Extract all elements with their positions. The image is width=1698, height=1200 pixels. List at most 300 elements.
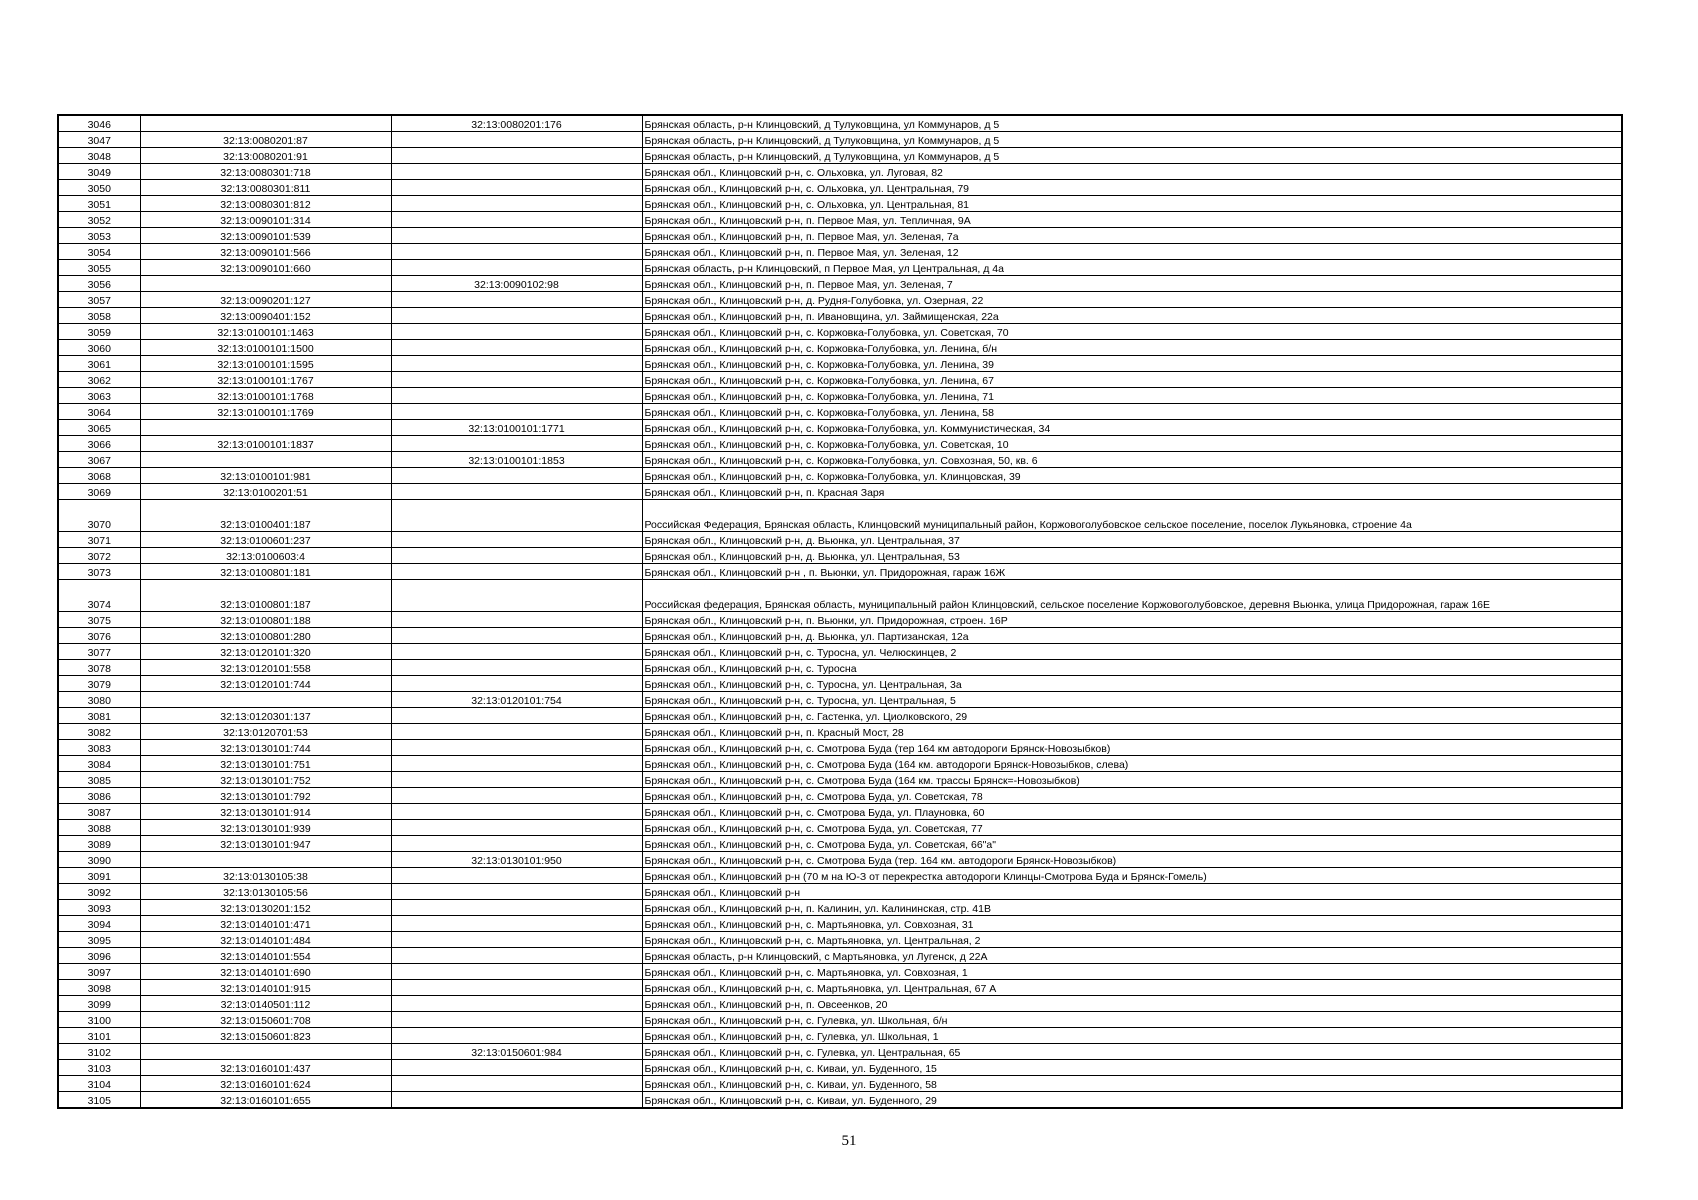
cadastral-number-cell: 32:13:0120701:53: [140, 724, 391, 740]
row-number-cell: 3072: [58, 548, 140, 564]
row-number-cell: 3084: [58, 756, 140, 772]
cadastral-number-alt-cell: 32:13:0100101:1853: [391, 452, 642, 468]
cadastral-number-cell: 32:13:0100101:1769: [140, 404, 391, 420]
address-cell: Брянская обл., Клинцовский р-н, д. Вьюнка, ул. Партизанская, 12а: [642, 628, 1622, 644]
cadastral-number-cell: 32:13:0080201:87: [140, 132, 391, 148]
row-number-cell: 3102: [58, 1044, 140, 1060]
cadastral-number-alt-cell: [391, 500, 642, 532]
cadastral-number-alt-cell: [391, 436, 642, 452]
table-row: [58, 1076, 1622, 1092]
row-number-cell: 3097: [58, 964, 140, 980]
address-cell: Брянская обл., Клинцовский р-н, с. Смотрова Буда, ул. Советская, 78: [642, 788, 1622, 804]
cadastral-number-cell: 32:13:0080301:812: [140, 196, 391, 212]
cadastral-number-cell: [140, 692, 391, 708]
address-cell: Брянская обл., Клинцовский р-н, с. Смотрова Буда (164 км. трассы Брянск=-Новозыбков): [642, 772, 1622, 788]
row-number-cell: 3094: [58, 916, 140, 932]
cadastral-number-alt-cell: [391, 308, 642, 324]
address-cell: Брянская обл., Клинцовский р-н , п. Вьюнки, ул. Придорожная, гараж 16Ж: [642, 564, 1622, 580]
address-cell: Брянская область, р-н Клинцовский, д Тулуковщина, ул Коммунаров, д 5: [642, 148, 1622, 164]
row-number-cell: 3062: [58, 372, 140, 388]
cadastral-number-cell: 32:13:0140101:484: [140, 932, 391, 948]
address-cell: Брянская обл., Клинцовский р-н, с. Смотрова Буда (тер. 164 км. автодороги Брянск-Новозыбков): [642, 852, 1622, 868]
cadastral-number-alt-cell: [391, 228, 642, 244]
cadastral-number-alt-cell: [391, 1076, 642, 1092]
cadastral-number-alt-cell: [391, 660, 642, 676]
cadastral-number-cell: 32:13:0160101:624: [140, 1076, 391, 1092]
cadastral-number-alt-cell: [391, 196, 642, 212]
address-cell: Брянская обл., Клинцовский р-н, с. Туросна, ул. Челюскинцев, 2: [642, 644, 1622, 660]
address-cell: Брянская обл., Клинцовский р-н, с. Ольховка, ул. Центральная, 81: [642, 196, 1622, 212]
cadastral-number-cell: 32:13:0090101:539: [140, 228, 391, 244]
row-number-cell: 3105: [58, 1092, 140, 1109]
cadastral-number-alt-cell: [391, 388, 642, 404]
table-row: [58, 884, 1622, 900]
row-number-cell: 3098: [58, 980, 140, 996]
cadastral-number-alt-cell: 32:13:0090102:98: [391, 276, 642, 292]
row-number-cell: 3052: [58, 212, 140, 228]
row-number-cell: 3087: [58, 804, 140, 820]
cadastral-number-cell: 32:13:0120101:558: [140, 660, 391, 676]
table-row: [58, 164, 1622, 180]
table-row: [58, 212, 1622, 228]
row-number-cell: 3101: [58, 1028, 140, 1044]
table-row: [58, 980, 1622, 996]
table-row: [58, 228, 1622, 244]
address-cell: Брянская обл., Клинцовский р-н, с. Мартьяновка, ул. Совхозная, 1: [642, 964, 1622, 980]
table-row: [58, 612, 1622, 628]
address-cell: Брянская обл., Клинцовский р-н, п. Калинин, ул. Калининская, стр. 41В: [642, 900, 1622, 916]
cadastral-number-alt-cell: [391, 644, 642, 660]
table-row: [58, 260, 1622, 276]
cadastral-number-cell: 32:13:0130101:792: [140, 788, 391, 804]
row-number-cell: 3104: [58, 1076, 140, 1092]
cadastral-number-alt-cell: [391, 532, 642, 548]
table-row: [58, 324, 1622, 340]
cadastral-number-alt-cell: [391, 628, 642, 644]
table-row: [58, 996, 1622, 1012]
address-cell: Брянская обл., Клинцовский р-н, д. Вьюнка, ул. Центральная, 53: [642, 548, 1622, 564]
address-cell: Брянская обл., Клинцовский р-н, с. Коржовка-Голубовка, ул. Советская, 10: [642, 436, 1622, 452]
address-cell: Брянская обл., Клинцовский р-н, п. Первое Мая, ул. Зеленая, 7а: [642, 228, 1622, 244]
cadastral-number-cell: 32:13:0100601:237: [140, 532, 391, 548]
row-number-cell: 3103: [58, 1060, 140, 1076]
address-cell: Брянская область, р-н Клинцовский, с Мартьяновка, ул Лугенск, д 22А: [642, 948, 1622, 964]
address-cell: Брянская обл., Клинцовский р-н (70 м на Ю-З от перекрестка автодороги Клинцы-Смотрова Буда и Брянск-Гомель): [642, 868, 1622, 884]
address-cell: Брянская обл., Клинцовский р-н, с. Смотрова Буда, ул. Плауновка, 60: [642, 804, 1622, 820]
address-cell: Брянская обл., Клинцовский р-н, с. Коржовка-Голубовка, ул. Ленина, б/н: [642, 340, 1622, 356]
table-row: [58, 276, 1622, 292]
table-row: [58, 484, 1622, 500]
address-cell: Брянская обл., Клинцовский р-н, с. Киваи, ул. Буденного, 29: [642, 1092, 1622, 1109]
address-cell: Брянская обл., Клинцовский р-н, с. Смотрова Буда (164 км. автодороги Брянск-Новозыбков, слева): [642, 756, 1622, 772]
cadastral-number-alt-cell: [391, 1012, 642, 1028]
cadastral-number-cell: 32:13:0100201:51: [140, 484, 391, 500]
row-number-cell: 3060: [58, 340, 140, 356]
cadastral-number-alt-cell: [391, 788, 642, 804]
row-number-cell: 3051: [58, 196, 140, 212]
cadastral-number-cell: 32:13:0130101:947: [140, 836, 391, 852]
table-row: [58, 436, 1622, 452]
address-cell: Брянская обл., Клинцовский р-н, с. Коржовка-Голубовка, ул. Совхозная, 50, кв. 6: [642, 452, 1622, 468]
cadastral-number-cell: 32:13:0080201:91: [140, 148, 391, 164]
cadastral-number-cell: 32:13:0100101:1837: [140, 436, 391, 452]
address-cell: Брянская обл., Клинцовский р-н, с. Гулевка, ул. Школьная, б/н: [642, 1012, 1622, 1028]
table-row: [58, 580, 1622, 612]
cadastral-number-cell: 32:13:0090401:152: [140, 308, 391, 324]
cadastral-number-alt-cell: [391, 612, 642, 628]
cadastral-number-cell: 32:13:0140101:915: [140, 980, 391, 996]
address-cell: Российская федерация, Брянская область, муниципальный район Клинцовский, сельское поселение Коржовоголубовское, деревня Вьюнка, улица Придорожная, гараж 16Е: [642, 580, 1622, 612]
table-row: [58, 180, 1622, 196]
cadastral-number-cell: 32:13:0080301:811: [140, 180, 391, 196]
address-cell: Брянская обл., Клинцовский р-н, с. Ольховка, ул. Луговая, 82: [642, 164, 1622, 180]
table-row: [58, 308, 1622, 324]
table-row: [58, 532, 1622, 548]
cadastral-number-cell: [140, 852, 391, 868]
row-number-cell: 3100: [58, 1012, 140, 1028]
cadastral-number-cell: 32:13:0090101:314: [140, 212, 391, 228]
row-number-cell: 3089: [58, 836, 140, 852]
cadastral-number-cell: 32:13:0130201:152: [140, 900, 391, 916]
row-number-cell: 3077: [58, 644, 140, 660]
table-row: [58, 788, 1622, 804]
cadastral-number-cell: 32:13:0160101:437: [140, 1060, 391, 1076]
cadastral-number-cell: 32:13:0080301:718: [140, 164, 391, 180]
row-number-cell: 3078: [58, 660, 140, 676]
row-number-cell: 3085: [58, 772, 140, 788]
cadastral-number-alt-cell: [391, 980, 642, 996]
table-row: [58, 804, 1622, 820]
table-row: [58, 1044, 1622, 1060]
cadastral-number-alt-cell: [391, 868, 642, 884]
cadastral-number-cell: 32:13:0130105:38: [140, 868, 391, 884]
table-row: [58, 404, 1622, 420]
table-row: [58, 708, 1622, 724]
row-number-cell: 3081: [58, 708, 140, 724]
table-row: [58, 644, 1622, 660]
registry-table: [57, 114, 1623, 1109]
row-number-cell: 3071: [58, 532, 140, 548]
cadastral-number-cell: 32:13:0160101:655: [140, 1092, 391, 1109]
row-number-cell: 3050: [58, 180, 140, 196]
cadastral-number-cell: [140, 420, 391, 436]
row-number-cell: 3046: [58, 115, 140, 132]
table-row: [58, 868, 1622, 884]
cadastral-number-alt-cell: [391, 1060, 642, 1076]
row-number-cell: 3069: [58, 484, 140, 500]
address-cell: Брянская обл., Клинцовский р-н, с. Коржовка-Голубовка, ул. Ленина, 71: [642, 388, 1622, 404]
row-number-cell: 3099: [58, 996, 140, 1012]
cadastral-number-alt-cell: 32:13:0120101:754: [391, 692, 642, 708]
cadastral-number-alt-cell: [391, 212, 642, 228]
cadastral-number-alt-cell: [391, 916, 642, 932]
row-number-cell: 3056: [58, 276, 140, 292]
row-number-cell: 3058: [58, 308, 140, 324]
address-cell: Брянская обл., Клинцовский р-н, с. Туросна: [642, 660, 1622, 676]
cadastral-number-alt-cell: [391, 484, 642, 500]
cadastral-number-alt-cell: [391, 292, 642, 308]
page-number: 51: [841, 1133, 857, 1149]
cadastral-number-cell: 32:13:0100101:1500: [140, 340, 391, 356]
table-row: [58, 1028, 1622, 1044]
address-cell: Брянская обл., Клинцовский р-н, п. Овсеенков, 20: [642, 996, 1622, 1012]
cadastral-number-alt-cell: [391, 1028, 642, 1044]
row-number-cell: 3053: [58, 228, 140, 244]
cadastral-number-cell: 32:13:0120101:320: [140, 644, 391, 660]
table-row: [58, 692, 1622, 708]
table-row: [58, 244, 1622, 260]
cadastral-number-cell: 32:13:0120101:744: [140, 676, 391, 692]
cadastral-number-cell: 32:13:0100101:1768: [140, 388, 391, 404]
cadastral-number-alt-cell: [391, 1092, 642, 1109]
cadastral-number-cell: 32:13:0100101:1463: [140, 324, 391, 340]
address-cell: Брянская обл., Клинцовский р-н, с. Смотрова Буда (тер 164 км автодороги Брянск-Новозыбков): [642, 740, 1622, 756]
cadastral-number-cell: 32:13:0140101:471: [140, 916, 391, 932]
cadastral-number-alt-cell: [391, 468, 642, 484]
address-cell: Брянская обл., Клинцовский р-н, с. Коржовка-Голубовка, ул. Коммунистическая, 34: [642, 420, 1622, 436]
cadastral-number-alt-cell: [391, 404, 642, 420]
cadastral-number-alt-cell: [391, 260, 642, 276]
row-number-cell: 3070: [58, 500, 140, 532]
cadastral-number-alt-cell: [391, 756, 642, 772]
table-row: [58, 1012, 1622, 1028]
address-cell: Брянская область, р-н Клинцовский, д Тулуковщина, ул Коммунаров, д 5: [642, 115, 1622, 132]
cadastral-number-alt-cell: [391, 340, 642, 356]
cadastral-number-alt-cell: [391, 548, 642, 564]
table-row: [58, 356, 1622, 372]
cadastral-number-cell: 32:13:0140101:554: [140, 948, 391, 964]
cadastral-number-alt-cell: [391, 580, 642, 612]
cadastral-number-alt-cell: [391, 180, 642, 196]
cadastral-number-cell: 32:13:0130101:744: [140, 740, 391, 756]
address-cell: Брянская обл., Клинцовский р-н, с. Туросна, ул. Центральная, 3а: [642, 676, 1622, 692]
table-row: [58, 916, 1622, 932]
cadastral-number-alt-cell: [391, 708, 642, 724]
address-cell: Брянская обл., Клинцовский р-н, п. Красный Мост, 28: [642, 724, 1622, 740]
address-cell: Брянская обл., Клинцовский р-н, с. Коржовка-Голубовка, ул. Клинцовская, 39: [642, 468, 1622, 484]
address-cell: Брянская обл., Клинцовский р-н, с. Смотрова Буда, ул. Советская, 66"а": [642, 836, 1622, 852]
address-cell: Брянская обл., Клинцовский р-н, с. Гулевка, ул. Центральная, 65: [642, 1044, 1622, 1060]
cadastral-number-cell: 32:13:0100801:187: [140, 580, 391, 612]
table-row: [58, 820, 1622, 836]
address-cell: Брянская обл., Клинцовский р-н, с. Коржовка-Голубовка, ул. Советская, 70: [642, 324, 1622, 340]
address-cell: Брянская область, р-н Клинцовский, д Тулуковщина, ул Коммунаров, д 5: [642, 132, 1622, 148]
cadastral-number-cell: 32:13:0100101:1595: [140, 356, 391, 372]
cadastral-number-alt-cell: [391, 724, 642, 740]
cadastral-number-cell: 32:13:0100801:280: [140, 628, 391, 644]
cadastral-number-cell: 32:13:0100101:1767: [140, 372, 391, 388]
cadastral-number-alt-cell: [391, 148, 642, 164]
cadastral-number-cell: 32:13:0130101:752: [140, 772, 391, 788]
address-cell: Брянская обл., Клинцовский р-н, п. Первое Мая, ул. Зеленая, 7: [642, 276, 1622, 292]
table-row: [58, 372, 1622, 388]
address-cell: Брянская обл., Клинцовский р-н, с. Гулевка, ул. Школьная, 1: [642, 1028, 1622, 1044]
row-number-cell: 3064: [58, 404, 140, 420]
row-number-cell: 3082: [58, 724, 140, 740]
row-number-cell: 3083: [58, 740, 140, 756]
address-cell: Брянская обл., Клинцовский р-н, п. Ивановщина, ул. Займищенская, 22а: [642, 308, 1622, 324]
table-row: [58, 628, 1622, 644]
table-row: [58, 148, 1622, 164]
row-number-cell: 3090: [58, 852, 140, 868]
row-number-cell: 3048: [58, 148, 140, 164]
row-number-cell: 3074: [58, 580, 140, 612]
address-cell: Брянская обл., Клинцовский р-н, с. Мартьяновка, ул. Центральная, 67 А: [642, 980, 1622, 996]
cadastral-number-cell: 32:13:0140101:690: [140, 964, 391, 980]
cadastral-number-cell: 32:13:0120301:137: [140, 708, 391, 724]
cadastral-number-alt-cell: [391, 996, 642, 1012]
table-row: [58, 900, 1622, 916]
table-row: [58, 292, 1622, 308]
cadastral-number-cell: 32:13:0130105:56: [140, 884, 391, 900]
cadastral-number-cell: 32:13:0140501:112: [140, 996, 391, 1012]
cadastral-number-alt-cell: 32:13:0080201:176: [391, 115, 642, 132]
cadastral-number-cell: [140, 452, 391, 468]
address-cell: Брянская обл., Клинцовский р-н, п. Красная Заря: [642, 484, 1622, 500]
cadastral-number-cell: [140, 1044, 391, 1060]
cadastral-number-alt-cell: [391, 820, 642, 836]
table-row: [58, 340, 1622, 356]
table-row: [58, 660, 1622, 676]
address-cell: Брянская обл., Клинцовский р-н, с. Коржовка-Голубовка, ул. Ленина, 39: [642, 356, 1622, 372]
cadastral-number-alt-cell: [391, 244, 642, 260]
table-row: [58, 948, 1622, 964]
cadastral-number-alt-cell: [391, 900, 642, 916]
registry-table-body: [58, 115, 1622, 1108]
cadastral-number-cell: 32:13:0100101:981: [140, 468, 391, 484]
table-row: [58, 756, 1622, 772]
cadastral-number-cell: 32:13:0100603:4: [140, 548, 391, 564]
table-row: [58, 852, 1622, 868]
address-cell: Брянская обл., Клинцовский р-н, с. Мартьяновка, ул. Совхозная, 31: [642, 916, 1622, 932]
address-cell: Брянская обл., Клинцовский р-н, с. Гастенка, ул. Циолковского, 29: [642, 708, 1622, 724]
row-number-cell: 3057: [58, 292, 140, 308]
table-row: [58, 932, 1622, 948]
address-cell: Брянская обл., Клинцовский р-н, п. Первое Мая, ул. Тепличная, 9А: [642, 212, 1622, 228]
address-cell: Брянская обл., Клинцовский р-н, п. Вьюнки, ул. Придорожная, строен. 16Р: [642, 612, 1622, 628]
table-row: [58, 420, 1622, 436]
address-cell: Российская Федерация, Брянская область, Клинцовский муниципальный район, Коржовоголубовское сельское поселение, поселок Лукьяновка, строение 4а: [642, 500, 1622, 532]
cadastral-number-alt-cell: 32:13:0150601:984: [391, 1044, 642, 1060]
address-cell: Брянская обл., Клинцовский р-н, с. Мартьяновка, ул. Центральная, 2: [642, 932, 1622, 948]
cadastral-number-cell: 32:13:0130101:751: [140, 756, 391, 772]
row-number-cell: 3073: [58, 564, 140, 580]
row-number-cell: 3067: [58, 452, 140, 468]
table-row: [58, 676, 1622, 692]
table-row: [58, 724, 1622, 740]
cadastral-number-alt-cell: [391, 932, 642, 948]
row-number-cell: 3047: [58, 132, 140, 148]
cadastral-number-alt-cell: [391, 356, 642, 372]
table-row: [58, 548, 1622, 564]
cadastral-number-cell: 32:13:0100401:187: [140, 500, 391, 532]
row-number-cell: 3088: [58, 820, 140, 836]
cadastral-number-cell: 32:13:0090101:566: [140, 244, 391, 260]
address-cell: Брянская обл., Клинцовский р-н, д. Вьюнка, ул. Центральная, 37: [642, 532, 1622, 548]
table-row: [58, 115, 1622, 132]
row-number-cell: 3063: [58, 388, 140, 404]
cadastral-number-alt-cell: [391, 772, 642, 788]
row-number-cell: 3049: [58, 164, 140, 180]
address-cell: Брянская обл., Клинцовский р-н, с. Смотрова Буда, ул. Советская, 77: [642, 820, 1622, 836]
row-number-cell: 3093: [58, 900, 140, 916]
cadastral-number-alt-cell: 32:13:0130101:950: [391, 852, 642, 868]
table-row: [58, 468, 1622, 484]
row-number-cell: 3061: [58, 356, 140, 372]
cadastral-number-alt-cell: [391, 564, 642, 580]
table-row: [58, 196, 1622, 212]
cadastral-number-alt-cell: [391, 740, 642, 756]
cadastral-number-alt-cell: 32:13:0100101:1771: [391, 420, 642, 436]
cadastral-number-alt-cell: [391, 372, 642, 388]
cadastral-number-cell: 32:13:0150601:708: [140, 1012, 391, 1028]
address-cell: Брянская обл., Клинцовский р-н: [642, 884, 1622, 900]
address-cell: Брянская обл., Клинцовский р-н, д. Рудня-Голубовка, ул. Озерная, 22: [642, 292, 1622, 308]
row-number-cell: 3079: [58, 676, 140, 692]
cadastral-number-alt-cell: [391, 964, 642, 980]
table-row: [58, 740, 1622, 756]
table-row: [58, 564, 1622, 580]
cadastral-number-alt-cell: [391, 948, 642, 964]
cadastral-number-alt-cell: [391, 884, 642, 900]
address-cell: Брянская обл., Клинцовский р-н, с. Ольховка, ул. Центральная, 79: [642, 180, 1622, 196]
address-cell: Брянская обл., Клинцовский р-н, с. Киваи, ул. Буденного, 58: [642, 1076, 1622, 1092]
cadastral-number-cell: 32:13:0150601:823: [140, 1028, 391, 1044]
table-row: [58, 132, 1622, 148]
address-cell: Брянская обл., Клинцовский р-н, с. Коржовка-Голубовка, ул. Ленина, 67: [642, 372, 1622, 388]
row-number-cell: 3054: [58, 244, 140, 260]
table-row: [58, 1092, 1622, 1109]
table-row: [58, 1060, 1622, 1076]
row-number-cell: 3059: [58, 324, 140, 340]
row-number-cell: 3086: [58, 788, 140, 804]
address-cell: Брянская область, р-н Клинцовский, п Первое Мая, ул Центральная, д 4а: [642, 260, 1622, 276]
cadastral-number-alt-cell: [391, 324, 642, 340]
cadastral-number-cell: [140, 115, 391, 132]
table-row: [58, 452, 1622, 468]
table-row: [58, 772, 1622, 788]
cadastral-number-cell: 32:13:0130101:939: [140, 820, 391, 836]
cadastral-number-alt-cell: [391, 676, 642, 692]
cadastral-number-cell: 32:13:0100801:181: [140, 564, 391, 580]
row-number-cell: 3092: [58, 884, 140, 900]
row-number-cell: 3096: [58, 948, 140, 964]
address-cell: Брянская обл., Клинцовский р-н, с. Туросна, ул. Центральная, 5: [642, 692, 1622, 708]
row-number-cell: 3055: [58, 260, 140, 276]
row-number-cell: 3065: [58, 420, 140, 436]
address-cell: Брянская обл., Клинцовский р-н, с. Коржовка-Голубовка, ул. Ленина, 58: [642, 404, 1622, 420]
cadastral-number-cell: 32:13:0090201:127: [140, 292, 391, 308]
row-number-cell: 3095: [58, 932, 140, 948]
row-number-cell: 3068: [58, 468, 140, 484]
cadastral-number-cell: [140, 276, 391, 292]
row-number-cell: 3066: [58, 436, 140, 452]
cadastral-number-alt-cell: [391, 164, 642, 180]
row-number-cell: 3091: [58, 868, 140, 884]
cadastral-number-cell: 32:13:0130101:914: [140, 804, 391, 820]
address-cell: Брянская обл., Клинцовский р-н, с. Киваи, ул. Буденного, 15: [642, 1060, 1622, 1076]
cadastral-number-alt-cell: [391, 804, 642, 820]
cadastral-number-cell: 32:13:0100801:188: [140, 612, 391, 628]
cadastral-number-alt-cell: [391, 836, 642, 852]
row-number-cell: 3080: [58, 692, 140, 708]
table-row: [58, 500, 1622, 532]
row-number-cell: 3075: [58, 612, 140, 628]
cadastral-number-cell: 32:13:0090101:660: [140, 260, 391, 276]
row-number-cell: 3076: [58, 628, 140, 644]
table-row: [58, 836, 1622, 852]
address-cell: Брянская обл., Клинцовский р-н, п. Первое Мая, ул. Зеленая, 12: [642, 244, 1622, 260]
